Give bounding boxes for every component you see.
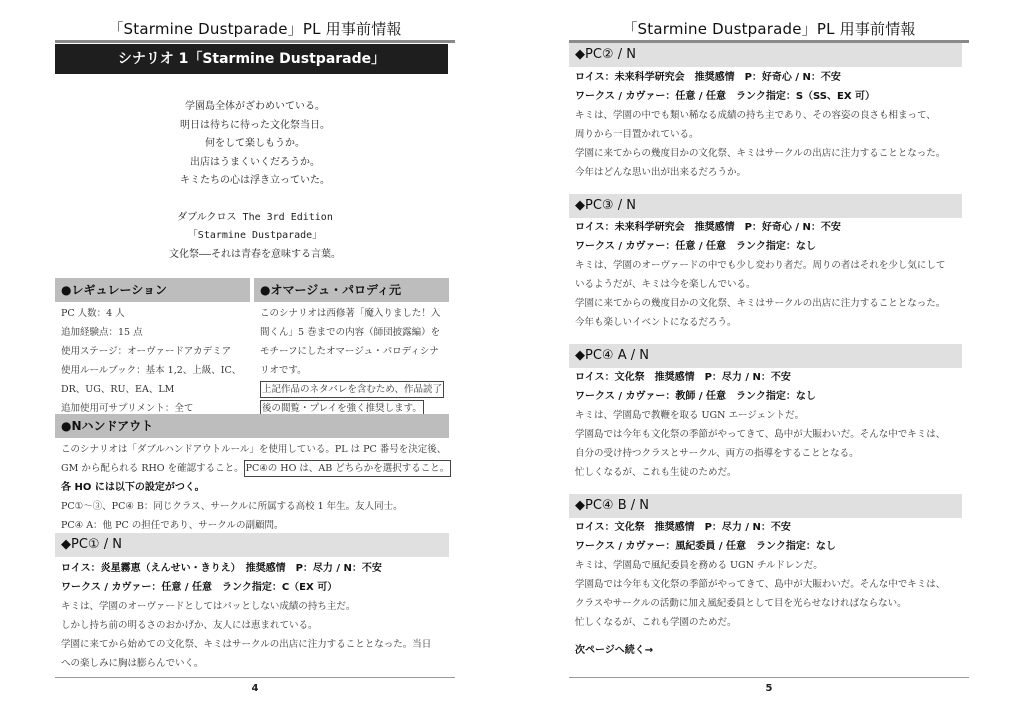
pc4b-heading: ◆PC④ B / N: [569, 494, 962, 518]
header-rule: [55, 40, 455, 43]
regulation-line: 追加経験点：15 点: [61, 327, 143, 338]
intro-line: 「Starmine Dustparade」: [187, 230, 323, 241]
pc1-line: キミは、学園のオーヴァードとしてはパッとしない成績の持ち主だ。: [61, 601, 356, 612]
footer-rule: [55, 677, 455, 678]
pc2-heading: ◆PC② / N: [569, 43, 962, 67]
pc1-works: ワークス / カヴァー：任意 / 任意 ランク指定：C（EX 可）: [61, 582, 338, 593]
homage-heading: ●オマージュ・パロディ元: [254, 278, 449, 302]
pc1-line: 学園に来てから始めての文化祭、キミはサークルの出店に注力することとなった。当日: [61, 639, 432, 650]
pc2-lois: ロイス：未来科学研究会 推奨感情 P：好奇心 / N：不安: [575, 72, 841, 83]
page-header: 「Starmine Dustparade」PL 用事前情報: [108, 20, 402, 38]
pc1-line: への楽しみに胸は膨らんでいく。: [61, 658, 204, 669]
pc4b-line: クラスやサークルの活動に加え風紀委員として目を光らせなければならない。: [575, 598, 907, 609]
handout-line: PC①〜③、PC④ B：同じクラス、サークルに所属する高校 1 年生。友人同士。: [61, 501, 403, 512]
pc3-line: 学園に来てからの幾度目かの文化祭、キミはサークルの出店に注力することとなった。: [575, 298, 946, 309]
handout-line: GM から配られる RHO を確認すること。: [61, 463, 244, 474]
pc3-body: [575, 218, 969, 332]
page-number: 5: [765, 683, 773, 694]
pc2-works: ワークス / カヴァー：任意 / 任意 ランク指定：S（SS、EX 可）: [575, 91, 876, 102]
pc2-line: 学園に来てからの幾度目かの文化祭、キミはサークルの出店に注力することとなった。: [575, 148, 946, 159]
handout-heading: ●Nハンドアウト: [55, 414, 449, 438]
handout-note-boxed: PC④の HO は、AB どちらかを選択すること。: [244, 460, 452, 477]
pc4a-line: 自分の受け持つクラスとサークル、両方の指導をすることとなる。: [575, 448, 859, 459]
pc2-line: 周りから一目置かれている。: [575, 129, 699, 140]
pc1-heading: ◆PC① / N: [55, 533, 449, 557]
pc4b-line: 忙しくなるが、これも学園のためだ。: [575, 617, 737, 628]
regulation-line: 追加使用可サプリメント：全て: [61, 403, 194, 414]
intro-line: 何をして楽しもうか。: [205, 138, 305, 149]
pc4a-line: 忙しくなるが、これも生徒のためだ。: [575, 467, 737, 478]
pc4a-body: [575, 368, 969, 482]
page-header: 「Starmine Dustparade」PL 用事前情報: [622, 20, 916, 38]
regulation-heading: ●レギュレーション: [55, 278, 250, 302]
homage-line: モチーフにしたオマージュ・パロディシナ: [260, 346, 439, 357]
pc3-heading: ◆PC③ / N: [569, 194, 962, 218]
pc4a-works: ワークス / カヴァー：教師 / 任意 ランク指定：なし: [575, 391, 816, 402]
pc4a-line: 学園島では今年も文化祭の季節がやってきて、島中が大賑わいだ。そんな中でキミは、: [575, 429, 946, 440]
intro-line: キミたちの心は浮き立っていた。: [180, 175, 330, 186]
homage-line: リオです。: [260, 365, 307, 376]
pc1-body: [61, 559, 455, 673]
pc4b-works: ワークス / カヴァー：風紀委員 / 任意 ランク指定：なし: [575, 541, 836, 552]
handout-line: PC④ A：他 PC の担任であり、サークルの副顧問。: [61, 520, 284, 531]
left-page: [55, 0, 455, 717]
pc3-line: 今年も楽しいイベントになるだろう。: [575, 317, 737, 328]
pc2-line: 今年はどんな思い出が出来るだろうか。: [575, 167, 747, 178]
pc3-lois: ロイス：未来科学研究会 推奨感情 P：好奇心 / N：不安: [575, 222, 841, 233]
pc4b-lois: ロイス：文化祭 推奨感情 P：尽力 / N：不安: [575, 522, 791, 533]
regulation-body: [61, 304, 251, 418]
pc2-line: キミは、学園の中でも類い稀なる成績の持ち主であり、その容姿の良さも相まって、: [575, 110, 936, 121]
handout-bold-line: 各 HO には以下の設定がつく。: [61, 482, 205, 493]
regulation-line: DR、UG、RU、EA、LM: [61, 384, 175, 395]
intro-line: 出店はうまくいくだろうか。: [190, 156, 320, 168]
pc3-line: キミは、学園のオーヴァードの中でも少し変わり者だ。周りの者はそれを少し気にして: [575, 260, 946, 271]
regulation-line: 使用ステージ：オーヴァードアカデミア: [61, 346, 232, 357]
pc4a-line: キミは、学園島で教鞭を取る UGN エージェントだ。: [575, 410, 805, 421]
spoiler-warning: 後の閲覧・プレイを強く推奨します。: [260, 400, 424, 417]
page-number: 4: [251, 683, 259, 694]
homage-line: 間くん」5 巻までの内容（師団披露編）を: [260, 327, 441, 338]
continue-next-page: 次ページへ続く→: [575, 645, 654, 656]
footer-rule: [569, 677, 969, 678]
homage-body: [260, 304, 455, 418]
handout-body: [61, 440, 455, 535]
pc1-line: しかし持ち前の明るさのおかげか、友人には恵まれている。: [61, 620, 318, 631]
right-page: [569, 0, 969, 717]
intro-line: 明日は待ちに待った文化祭当日。: [180, 119, 330, 131]
pc4a-lois: ロイス：文化祭 推奨感情 P：尽力 / N：不安: [575, 372, 791, 383]
homage-line: このシナリオは西修著「魔入りました！入: [260, 308, 441, 319]
handout-line: このシナリオは「ダブルハンドアウトルール」を使用している。PL は PC 番号を決定後、: [61, 444, 447, 455]
pc4b-body: [575, 518, 969, 632]
pc3-works: ワークス / カヴァー：任意 / 任意 ランク指定：なし: [575, 241, 816, 252]
scenario-title-bar: シナリオ 1「Starmine Dustparade」: [55, 44, 448, 74]
pc1-lois: ロイス：炎星霧恵（えんせい・きりえ） 推奨感情 P：尽力 / N：不安: [61, 563, 382, 574]
intro-line: 学園島全体がざわめいている。: [185, 101, 325, 112]
pc4b-line: 学園島では今年も文化祭の季節がやってきて、島中が大賑わいだ。そんな中でキミは、: [575, 579, 946, 590]
intro-line: ダブルクロス The 3rd Edition: [177, 211, 333, 223]
regulation-line: PC 人数：4 人: [61, 308, 125, 319]
regulation-line: 使用ルールブック：基本 1,2、上級、IC、: [61, 365, 242, 376]
spoiler-warning: 上記作品のネタバレを含むため、作品読了: [260, 381, 444, 398]
pc4a-heading: ◆PC④ A / N: [569, 344, 962, 368]
pc3-line: いるようだが、キミは今を楽しんでいる。: [575, 279, 756, 290]
pc2-body: [575, 68, 969, 182]
intro-line: 文化祭――それは青春を意味する言葉。: [168, 248, 342, 260]
intro-text: [55, 98, 455, 264]
pc4b-line: キミは、学園島で風紀委員を務める UGN チルドレンだ。: [575, 560, 823, 571]
